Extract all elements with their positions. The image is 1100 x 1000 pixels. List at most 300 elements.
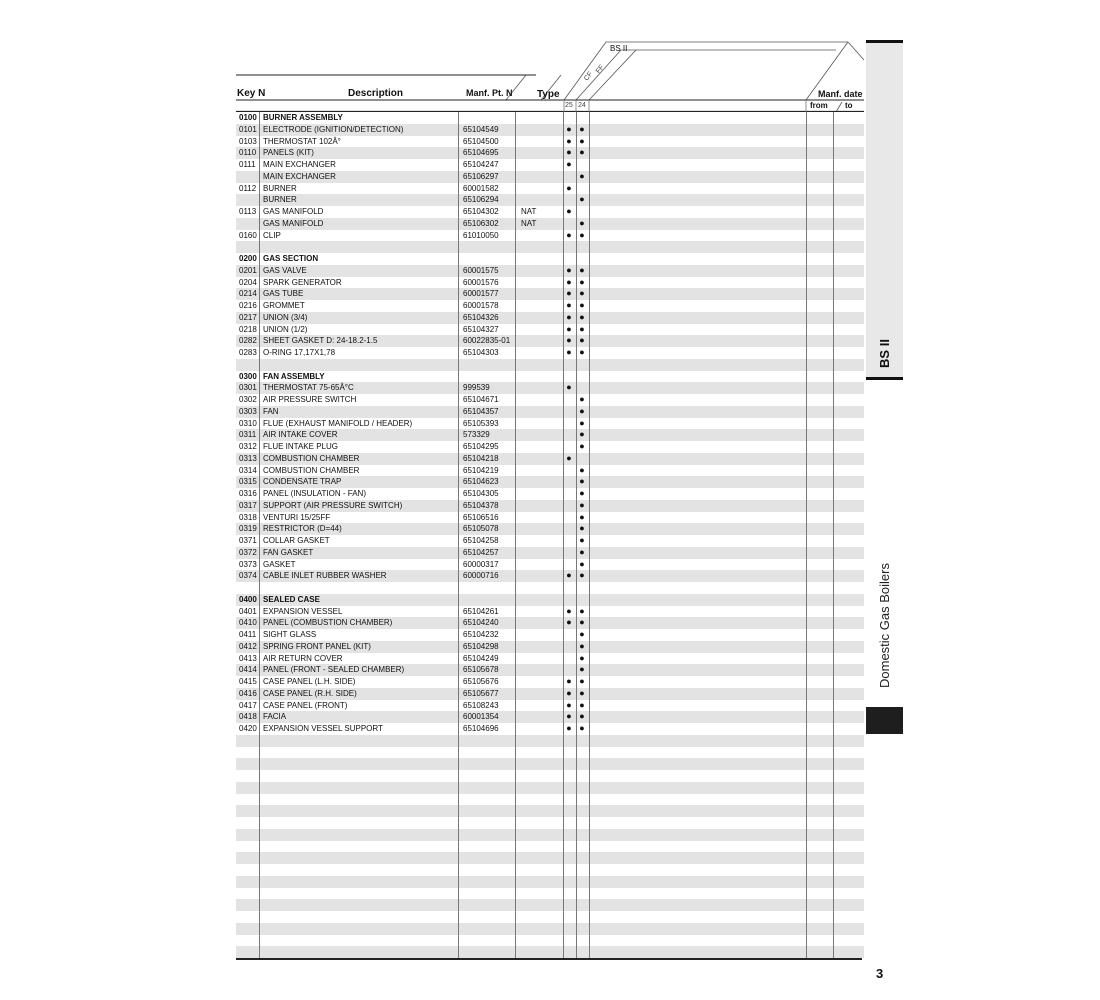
table-row [236,488,864,500]
fitment-25 [563,406,575,418]
part-key: 0411 [239,630,257,639]
part-key: 0218 [239,324,257,334]
table-row [236,194,864,206]
table-row [236,664,864,676]
fitment-24: ● [579,523,585,534]
fitment-25 [563,523,575,535]
part-number: 65104357 [463,406,499,416]
table-row [236,935,864,947]
fitment-25: ● [566,159,572,169]
part-type [521,653,543,665]
part-type [521,582,543,594]
part-key: 0204 [239,277,257,287]
table-row [236,500,864,512]
part-description: O-RING 17,17X1,78 [263,348,336,357]
fitment-24 [576,594,588,606]
part-number: 60001582 [463,183,499,193]
fitment-25 [563,547,575,559]
fitment-24: ● [579,276,585,287]
table-row [236,265,864,277]
part-key: 0315 [239,477,257,487]
fitment-25 [563,559,575,571]
fitment-24: ● [579,441,585,451]
fitment-24: ● [579,217,585,228]
part-type [521,570,543,582]
part-number-column-header: Manf. Pt. N [466,88,513,98]
table-row [236,359,864,371]
fitment-24 [576,253,588,265]
table-row [236,711,864,723]
part-type [521,241,543,253]
part-number: 65104696 [463,724,499,733]
fitment-24: ● [579,300,585,310]
part-key: 0400 [239,594,257,604]
part-number: 65104298 [463,641,499,651]
table-row [236,723,864,735]
part-description: MAIN EXCHANGER [263,171,336,181]
fitment-24: ● [579,652,585,663]
variant-ff-label: FF [594,63,606,76]
date-to-label: to [845,101,853,110]
part-description: FLUE (EXHAUST MANIFOLD / HEADER) [263,418,413,428]
part-type [521,335,543,347]
part-type [521,523,543,535]
part-type [521,288,543,300]
part-key: 0420 [239,724,257,733]
fitment-25 [563,500,575,512]
part-description: FACIA [263,712,287,722]
part-description: ELECTRODE (IGNITION/DETECTION) [263,124,404,134]
part-type [521,171,543,183]
part-number: 65105078 [463,524,499,534]
part-type [521,147,543,159]
fitment-24 [576,453,588,465]
table-row [236,770,864,782]
part-key: 0415 [239,677,257,686]
part-type [521,476,543,488]
category-label: Domestic Gas Boilers [877,562,893,688]
fitment-25 [563,194,575,206]
table-row [236,159,864,171]
fitment-25: ● [566,264,572,275]
part-description: CASE PANEL (R.H. SIDE) [263,688,357,698]
part-description: CASE PANEL (L.H. SIDE) [263,677,356,686]
part-type [521,183,543,195]
part-number: 65104326 [463,312,499,322]
part-number: 60001575 [463,265,499,275]
fitment-25 [563,429,575,441]
table-row [236,676,864,688]
fitment-24: ● [579,605,585,616]
table-row [236,277,864,289]
fitment-24: ● [579,664,585,675]
fitment-25 [563,394,575,406]
table-row [236,136,864,148]
part-number: 65104258 [463,536,499,545]
part-type [521,723,543,735]
part-description: PANEL (FRONT - SEALED CHAMBER) [263,665,405,675]
fitment-25: ● [566,382,572,393]
part-description: BURNER [263,195,297,205]
part-number: 65104247 [463,160,499,169]
fitment-25: ● [566,347,572,357]
fitment-25 [563,653,575,665]
part-type [521,676,543,688]
section-tab-label: BS II [877,338,892,368]
table-row [236,523,864,535]
table-row [236,570,864,582]
table-row [236,629,864,641]
part-key: 0413 [239,653,257,663]
part-key: 0112 [239,183,257,193]
header-lines [236,38,864,112]
part-description: VENTURI 15/25FF [263,512,331,522]
fitment-25: ● [566,135,572,146]
description-column-header: Description [348,88,404,99]
column-divider [515,112,516,960]
part-type [521,136,543,148]
fitment-25 [563,512,575,524]
fitment-24: ● [579,194,585,205]
fitment-25: ● [566,605,572,616]
fitment-25 [563,253,575,265]
table-row [236,547,864,559]
fitment-24: ● [579,229,585,240]
part-description: SPRING FRONT PANEL (KIT) [263,641,371,651]
part-number: 65104302 [463,207,499,216]
part-type [521,382,543,394]
fitment-24: ● [579,511,585,522]
variant-cf-label: CF [583,70,595,83]
part-type [521,465,543,477]
part-type [521,300,543,312]
fitment-25 [563,641,575,653]
part-key: 0417 [239,700,257,710]
part-type [521,312,543,324]
part-description: BURNER ASSEMBLY [263,113,343,122]
fitment-25: ● [566,723,572,733]
fitment-24 [576,582,588,594]
part-description: AIR RETURN COVER [263,653,343,663]
part-type [521,347,543,359]
part-key: 0318 [239,512,257,522]
table-row [236,147,864,159]
table-row [236,911,864,923]
part-key: 0414 [239,665,257,675]
part-type: NAT [521,218,537,228]
fitment-24 [576,112,588,124]
part-key: 0200 [239,254,257,263]
part-key: 0111 [239,160,256,169]
fitment-24: ● [579,311,585,322]
part-key [239,359,261,371]
part-key: 0301 [239,383,257,393]
fitment-25 [563,465,575,477]
table-row [236,582,864,594]
fitment-25: ● [566,147,572,158]
part-key: 0282 [239,336,257,346]
fitment-25 [563,664,575,676]
fitment-24 [576,359,588,371]
part-key: 0313 [239,453,257,463]
part-key: 0216 [239,301,257,310]
part-description: GASKET [263,559,296,569]
part-number: 65104549 [463,124,499,134]
part-description [263,241,458,253]
fitment-24: ● [579,535,585,545]
fitment-24: ● [579,123,585,134]
fitment-25: ● [566,452,572,463]
part-type [521,441,543,453]
part-number [463,253,513,265]
part-key: 0103 [239,136,257,146]
table-row [236,946,864,958]
table-row [236,747,864,759]
part-type [521,453,543,465]
table-row [236,876,864,888]
part-type [521,230,543,242]
part-description: FLUE INTAKE PLUG [263,442,338,451]
fitment-24 [576,241,588,253]
part-key: 0101 [239,124,257,134]
part-key: 0100 [239,113,257,122]
part-key: 0416 [239,688,257,698]
fitment-25 [563,582,575,594]
part-number: 65105677 [463,688,499,698]
part-type [521,124,543,136]
part-number: 65104240 [463,618,499,628]
part-type [521,406,543,418]
fitment-25: ● [566,182,572,193]
table-row [236,923,864,935]
column-divider [576,112,577,960]
part-key [239,582,261,594]
table-bottom-rule [236,958,862,960]
part-type [521,535,543,547]
table-header [236,38,864,112]
type-column-header: Type [537,89,560,100]
part-description: UNION (3/4) [263,312,308,322]
table-row [236,288,864,300]
fitment-24: ● [579,558,585,569]
fitment-25 [563,359,575,371]
fitment-25: ● [566,300,572,310]
fitment-25: ● [566,229,572,240]
fitment-24: ● [579,499,585,510]
part-type [521,711,543,723]
fitment-25: ● [566,711,572,722]
table-row [236,829,864,841]
part-type: NAT [521,207,537,216]
table-row [236,171,864,183]
column-25-label: 25 [565,102,573,109]
part-type [521,641,543,653]
part-type [521,606,543,618]
model-label: BS II [610,44,628,53]
part-description: UNION (1/2) [263,324,308,334]
part-number [463,371,513,383]
part-description: SEALED CASE [263,594,320,604]
fitment-25: ● [566,676,572,686]
part-description: MAIN EXCHANGER [263,160,336,169]
table-row [236,347,864,359]
table-row [236,617,864,629]
part-number: 65104327 [463,324,499,334]
table-row [236,735,864,747]
part-number: 65106297 [463,171,499,181]
fitment-25 [563,594,575,606]
part-description: FAN GASKET [263,547,314,557]
part-description: COMBUSTION CHAMBER [263,465,360,475]
table-row [236,817,864,829]
table-row [236,300,864,312]
table-row [236,782,864,794]
fitment-24: ● [579,288,585,299]
table-row [236,476,864,488]
part-key: 0401 [239,606,257,616]
part-description: PANEL (INSULATION - FAN) [263,489,366,498]
part-number: 65108243 [463,700,499,710]
fitment-24: ● [579,676,585,686]
part-description: RESTRICTOR (D=44) [263,524,342,534]
part-key [239,241,261,253]
part-type [521,324,543,336]
fitment-24: ● [579,570,585,581]
table-row [236,230,864,242]
part-number [463,112,513,124]
part-key: 0316 [239,489,257,498]
column-divider [806,112,807,960]
part-description: BURNER [263,183,297,193]
table-row [236,512,864,524]
table-row [236,805,864,817]
table-row [236,124,864,136]
part-description: GAS SECTION [263,254,319,263]
fitment-24: ● [579,711,585,722]
part-description: COLLAR GASKET [263,536,330,545]
part-type [521,394,543,406]
part-number: 65105393 [463,418,499,428]
table-row [236,418,864,430]
part-type [521,547,543,559]
column-divider [833,112,834,960]
fitment-25 [563,112,575,124]
fitment-24: ● [579,335,585,346]
part-type [521,688,543,700]
fitment-25 [563,218,575,230]
column-divider [458,112,459,960]
part-number: 65104219 [463,465,499,475]
part-number: 65104232 [463,630,499,639]
table-row [236,653,864,665]
table-row [236,394,864,406]
table-row [236,594,864,606]
part-key: 0302 [239,395,257,404]
part-number: 65105678 [463,665,499,675]
part-description: AIR PRESSURE SWITCH [263,395,357,404]
part-key: 0372 [239,547,257,557]
part-description: GAS MANIFOLD [263,218,324,228]
fitment-24: ● [579,323,585,334]
fitment-25 [563,171,575,183]
part-number: 65104249 [463,653,499,663]
fitment-24 [576,382,588,394]
fitment-24 [576,206,588,218]
part-number: 65105676 [463,677,499,686]
part-description: EXPANSION VESSEL [263,606,343,616]
part-key: 0410 [239,618,257,628]
fitment-25: ● [566,570,572,581]
part-number: 65104695 [463,148,499,158]
fitment-25: ● [566,617,572,628]
fitment-24: ● [579,640,585,651]
fitment-24: ● [579,464,585,475]
part-number: 65104305 [463,489,499,498]
fitment-25: ● [566,311,572,322]
fitment-24: ● [579,147,585,158]
part-number [463,594,513,606]
fitment-25 [563,241,575,253]
table-row [236,535,864,547]
part-type [521,500,543,512]
fitment-24 [576,159,588,171]
part-description [263,359,458,371]
part-description: SUPPORT (AIR PRESSURE SWITCH) [263,500,403,510]
part-description: THERMOSTAT 102Â° [263,136,341,146]
part-description: PANELS (KIT) [263,148,314,158]
part-description: CABLE INLET RUBBER WASHER [263,571,387,581]
part-description: PANEL (COMBUSTION CHAMBER) [263,618,393,628]
fitment-24: ● [579,476,585,487]
part-number: 65104295 [463,442,499,451]
part-description: CASE PANEL (FRONT) [263,700,348,710]
fitment-25 [563,476,575,488]
part-type [521,512,543,524]
part-key: 0317 [239,500,257,510]
fitment-24: ● [579,135,585,146]
part-number: 65106294 [463,195,499,205]
part-description: FAN ASSEMBLY [263,371,325,381]
table-row [236,112,864,124]
fitment-25: ● [566,288,572,299]
part-number: 65104500 [463,136,499,146]
part-type [521,664,543,676]
part-number: 65104378 [463,500,499,510]
part-description: CONDENSATE TRAP [263,477,342,487]
part-description: CLIP [263,230,281,240]
fitment-24: ● [579,617,585,628]
fitment-24 [576,371,588,383]
table-row [236,206,864,218]
date-from-label: from [810,101,828,110]
part-key: 0371 [239,536,257,545]
part-key: 0300 [239,371,257,381]
table-row [236,864,864,876]
part-type [521,112,543,124]
fitment-24 [576,183,588,195]
part-number [463,359,513,371]
fitment-24: ● [579,264,585,275]
fitment-24: ● [579,429,585,440]
part-key: 0201 [239,265,257,275]
fitment-25: ● [566,323,572,334]
part-number: 60022835-01 [463,336,511,346]
fitment-25: ● [566,699,572,710]
part-number: 60001354 [463,712,499,722]
part-number: 65104257 [463,547,499,557]
part-type [521,488,543,500]
part-number: 65106302 [463,218,499,228]
